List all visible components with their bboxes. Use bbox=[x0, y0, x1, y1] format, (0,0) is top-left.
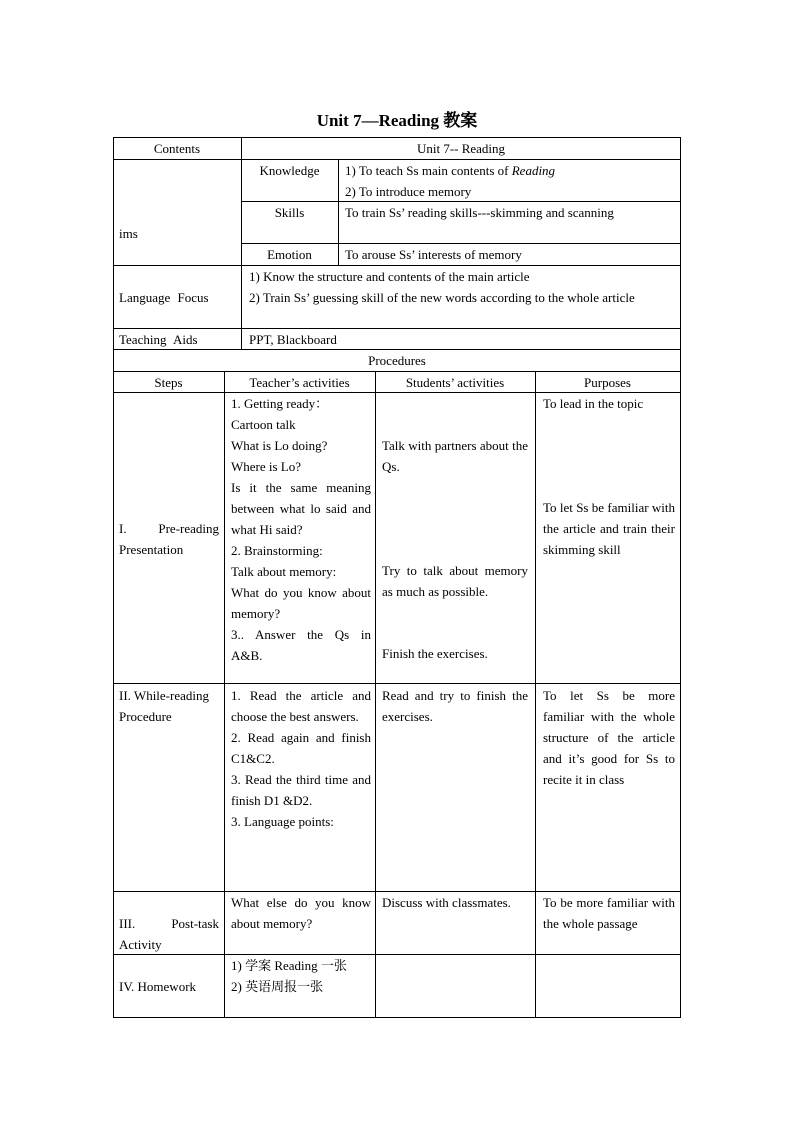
contents-value: Unit 7-- Reading bbox=[416, 141, 506, 156]
step-post-task: III. Post-task Activity bbox=[119, 916, 219, 952]
emotion-value: To arouse Ss’ interests of memory bbox=[345, 247, 522, 262]
table-border bbox=[535, 371, 536, 1018]
table-border bbox=[224, 371, 225, 1018]
column-header-teacher: Teacher’s activities bbox=[249, 375, 350, 390]
purposes-pre-reading-2: To let Ss be familiar with the article and train their skimming skill bbox=[543, 500, 675, 557]
purposes-while-reading: To let Ss be more familiar with the whole structure of the article and it’s good for Ss to recite it in class bbox=[543, 688, 675, 787]
language-focus-line1: 1) Know the structure and contents of the main article bbox=[249, 269, 530, 284]
teacher-post-task: What else do you know about memory? bbox=[231, 895, 371, 931]
column-header-purposes: Purposes bbox=[584, 375, 631, 390]
teacher-homework: 1) 学案 Reading 一张 2) 英语周报一张 bbox=[231, 958, 347, 994]
contents-label: Contents bbox=[153, 141, 201, 156]
table-border bbox=[680, 137, 681, 1018]
language-focus-value bbox=[249, 266, 675, 308]
knowledge-line1-italic: Reading bbox=[511, 163, 556, 178]
knowledge-line2: 2) To introduce memory bbox=[345, 184, 472, 199]
table-border bbox=[338, 159, 339, 265]
step-homework: IV. Homework bbox=[119, 979, 197, 994]
page-title: Unit 7—Reading 教案 bbox=[316, 111, 478, 130]
students-pre-reading-3: Finish the exercises. bbox=[382, 646, 488, 661]
teacher-pre-reading: 1. Getting ready： Cartoon talk What is Lo doing? Where is Lo? Is it the same meaning between what lo said and what Hi said? 2. Brainstorming: Talk about memory: What do you know about memory? 3.. Answer the Qs in A&B. bbox=[231, 396, 371, 663]
students-pre-reading-2: Try to talk about memory as much as possible. bbox=[382, 563, 528, 599]
students-post-task: Discuss with classmates. bbox=[382, 895, 511, 910]
column-header-students: Students’ activities bbox=[405, 375, 505, 390]
students-pre-reading-1: Talk with partners about the Qs. bbox=[382, 438, 528, 474]
teaching-aids-value: PPT, Blackboard bbox=[249, 332, 337, 347]
table-border bbox=[113, 683, 681, 684]
skills-label: Skills bbox=[274, 205, 305, 220]
table-border bbox=[113, 137, 114, 1018]
purposes-post-task: To be more familiar with the whole passage bbox=[543, 895, 675, 931]
teacher-while-reading: 1. Read the article and choose the best answers. 2. Read again and finish C1&C2. 3. Read the third time and finish D1 &D2. 3. Language points: bbox=[231, 688, 371, 829]
students-while-reading: Read and try to finish the exercises. bbox=[382, 688, 528, 724]
skills-value: To train Ss’ reading skills---skimming and scanning bbox=[345, 205, 614, 220]
column-header-steps: Steps bbox=[154, 375, 183, 390]
procedures-heading: Procedures bbox=[368, 353, 426, 368]
step-while-reading: II. While-reading Procedure bbox=[119, 688, 209, 724]
knowledge-value bbox=[345, 160, 675, 202]
knowledge-line1: 1) To teach Ss main contents of bbox=[345, 163, 512, 178]
teaching-aids-label: Teaching Aids bbox=[119, 332, 198, 347]
purposes-pre-reading-1: To lead in the topic bbox=[543, 396, 644, 411]
aims-label: ims bbox=[119, 226, 138, 241]
table-border bbox=[375, 371, 376, 1018]
language-focus-label: Language Focus bbox=[119, 290, 209, 305]
table-border bbox=[113, 1017, 681, 1018]
emotion-label: Emotion bbox=[267, 247, 312, 262]
knowledge-label: Knowledge bbox=[259, 163, 320, 178]
step-pre-reading: I. Pre-reading Presentation bbox=[119, 521, 219, 557]
language-focus-line2: 2) Train Ss’ guessing skill of the new words according to the whole article bbox=[249, 290, 635, 305]
